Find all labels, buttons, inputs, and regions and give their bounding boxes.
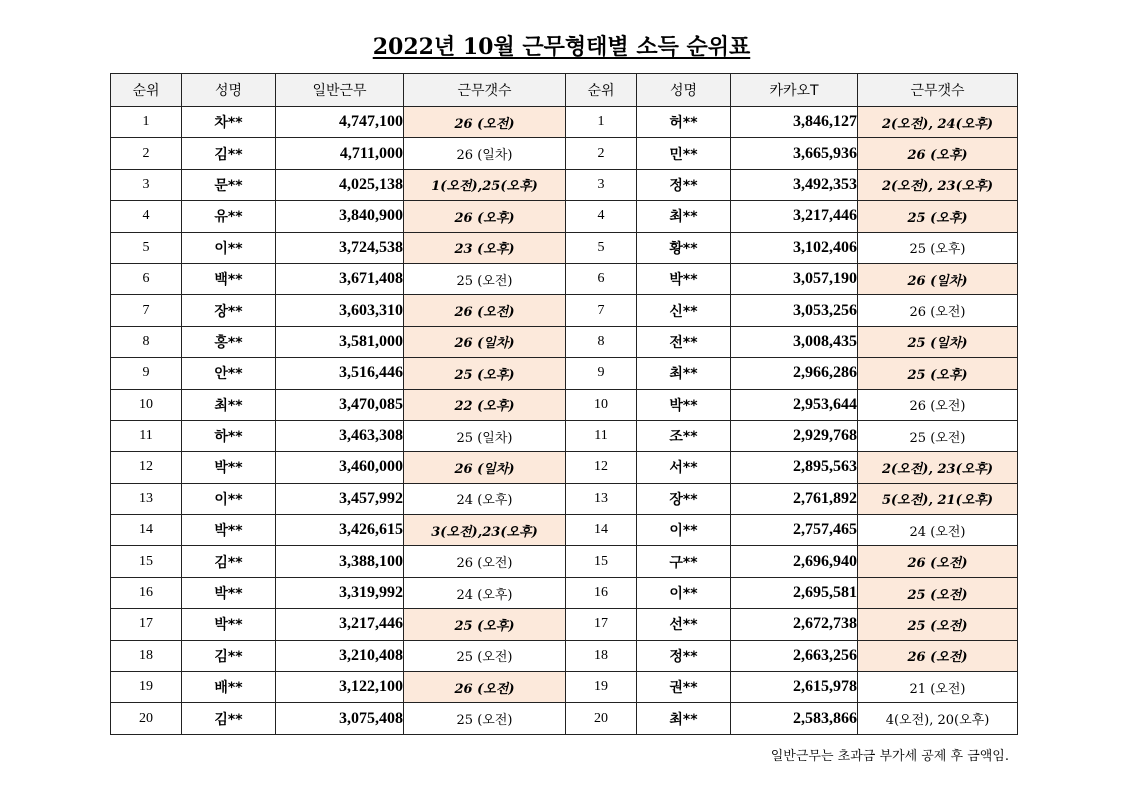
kakao-amount-cell: 3,102,406	[731, 232, 858, 263]
general-shift-cell: 25 (오후)	[404, 609, 566, 640]
rank-cell: 15	[566, 546, 637, 577]
general-shift-cell: 26 (오전)	[404, 107, 566, 138]
kakao-amount-cell: 2,953,644	[731, 389, 858, 420]
general-shift-cell: 24 (오후)	[404, 483, 566, 514]
rank-cell: 2	[111, 138, 182, 169]
kakao-shift-cell: 2(오전), 23(오후)	[858, 452, 1018, 483]
general-shift-cell: 26 (일차)	[404, 452, 566, 483]
name-cell: 김**	[182, 703, 276, 734]
name-cell: 박**	[182, 609, 276, 640]
general-shift-cell: 25 (오전)	[404, 703, 566, 734]
rank-cell: 12	[111, 452, 182, 483]
kakao-shift-cell: 26 (오전)	[858, 546, 1018, 577]
table-row	[111, 515, 1018, 546]
name-cell: 최**	[637, 358, 731, 389]
kakao-shift-cell: 26 (오전)	[858, 389, 1018, 420]
name-cell: 권**	[637, 672, 731, 703]
header-general-work: 일반근무	[276, 74, 404, 107]
rank-cell: 12	[566, 452, 637, 483]
general-shift-cell: 25 (오전)	[404, 263, 566, 294]
table-row	[111, 672, 1018, 703]
kakao-amount-cell: 2,757,465	[731, 515, 858, 546]
header-name: 성명	[182, 74, 276, 107]
table-row	[111, 609, 1018, 640]
rank-cell: 6	[566, 263, 637, 294]
rank-cell: 19	[111, 672, 182, 703]
kakao-amount-cell: 2,895,563	[731, 452, 858, 483]
rank-cell: 10	[566, 389, 637, 420]
rank-cell: 16	[111, 577, 182, 608]
general-amount-cell: 3,457,992	[276, 483, 404, 514]
table-row	[111, 232, 1018, 263]
name-cell: 최**	[637, 703, 731, 734]
general-shift-cell: 1(오전),25(오후)	[404, 169, 566, 200]
name-cell: 유**	[182, 201, 276, 232]
name-cell: 백**	[182, 263, 276, 294]
header-name: 성명	[637, 74, 731, 107]
header-work-count: 근무갯수	[858, 74, 1018, 107]
name-cell: 박**	[637, 389, 731, 420]
general-shift-cell: 26 (일차)	[404, 326, 566, 357]
general-shift-cell: 25 (일차)	[404, 420, 566, 451]
kakao-amount-cell: 2,696,940	[731, 546, 858, 577]
rank-cell: 18	[111, 640, 182, 671]
kakao-amount-cell: 3,008,435	[731, 326, 858, 357]
kakao-amount-cell: 3,217,446	[731, 201, 858, 232]
kakao-shift-cell: 25 (오후)	[858, 232, 1018, 263]
rank-cell: 10	[111, 389, 182, 420]
general-shift-cell: 26 (오전)	[404, 546, 566, 577]
name-cell: 안**	[182, 358, 276, 389]
table-row	[111, 358, 1018, 389]
rank-cell: 1	[111, 107, 182, 138]
name-cell: 박**	[182, 515, 276, 546]
kakao-amount-cell: 2,695,581	[731, 577, 858, 608]
name-cell: 황**	[637, 232, 731, 263]
name-cell: 문**	[182, 169, 276, 200]
general-amount-cell: 3,603,310	[276, 295, 404, 326]
table-body	[111, 107, 1018, 735]
rank-cell: 6	[111, 263, 182, 294]
table-row	[111, 577, 1018, 608]
name-cell: 신**	[637, 295, 731, 326]
general-amount-cell: 3,210,408	[276, 640, 404, 671]
rank-cell: 3	[111, 169, 182, 200]
kakao-shift-cell: 25 (오전)	[858, 420, 1018, 451]
name-cell: 최**	[637, 201, 731, 232]
kakao-shift-cell: 26 (일차)	[858, 263, 1018, 294]
name-cell: 김**	[182, 138, 276, 169]
rank-cell: 5	[111, 232, 182, 263]
name-cell: 박**	[182, 452, 276, 483]
name-cell: 허**	[637, 107, 731, 138]
name-cell: 이**	[182, 232, 276, 263]
general-shift-cell: 25 (오후)	[404, 358, 566, 389]
kakao-shift-cell: 24 (오전)	[858, 515, 1018, 546]
general-amount-cell: 3,122,100	[276, 672, 404, 703]
kakao-amount-cell: 2,761,892	[731, 483, 858, 514]
kakao-shift-cell: 26 (오전)	[858, 295, 1018, 326]
rank-cell: 11	[566, 420, 637, 451]
rank-cell: 20	[111, 703, 182, 734]
name-cell: 홍**	[182, 326, 276, 357]
kakao-shift-cell: 26 (오전)	[858, 640, 1018, 671]
kakao-shift-cell: 25 (오후)	[858, 358, 1018, 389]
general-amount-cell: 3,470,085	[276, 389, 404, 420]
rank-cell: 8	[111, 326, 182, 357]
general-amount-cell: 3,319,992	[276, 577, 404, 608]
rank-cell: 19	[566, 672, 637, 703]
general-amount-cell: 3,217,446	[276, 609, 404, 640]
kakao-amount-cell: 2,966,286	[731, 358, 858, 389]
table-header-row	[111, 74, 1018, 107]
general-amount-cell: 3,460,000	[276, 452, 404, 483]
kakao-amount-cell: 3,846,127	[731, 107, 858, 138]
kakao-shift-cell: 25 (오전)	[858, 577, 1018, 608]
name-cell: 정**	[637, 169, 731, 200]
kakao-amount-cell: 2,583,866	[731, 703, 858, 734]
rank-cell: 11	[111, 420, 182, 451]
name-cell: 하**	[182, 420, 276, 451]
kakao-amount-cell: 2,672,738	[731, 609, 858, 640]
rank-cell: 5	[566, 232, 637, 263]
rank-cell: 1	[566, 107, 637, 138]
general-shift-cell: 24 (오후)	[404, 577, 566, 608]
general-amount-cell: 4,711,000	[276, 138, 404, 169]
table-row	[111, 263, 1018, 294]
general-shift-cell: 26 (오전)	[404, 672, 566, 703]
general-amount-cell: 3,724,538	[276, 232, 404, 263]
table-row	[111, 201, 1018, 232]
table-row	[111, 295, 1018, 326]
rank-cell: 16	[566, 577, 637, 608]
kakao-shift-cell: 2(오전), 23(오후)	[858, 169, 1018, 200]
income-ranking-table	[110, 73, 1018, 735]
rank-cell: 13	[111, 483, 182, 514]
rank-cell: 3	[566, 169, 637, 200]
rank-cell: 20	[566, 703, 637, 734]
general-amount-cell: 3,516,446	[276, 358, 404, 389]
page-title: 2022년 10월 근무형태별 소득 순위표	[372, 34, 751, 60]
table-row	[111, 640, 1018, 671]
kakao-shift-cell: 25 (오후)	[858, 201, 1018, 232]
general-amount-cell: 3,426,615	[276, 515, 404, 546]
name-cell: 배**	[182, 672, 276, 703]
rank-cell: 13	[566, 483, 637, 514]
header-work-count: 근무갯수	[404, 74, 566, 107]
general-shift-cell: 26 (오후)	[404, 201, 566, 232]
general-amount-cell: 3,075,408	[276, 703, 404, 734]
general-amount-cell: 3,388,100	[276, 546, 404, 577]
rank-cell: 8	[566, 326, 637, 357]
rank-cell: 14	[111, 515, 182, 546]
table-row	[111, 107, 1018, 138]
name-cell: 차**	[182, 107, 276, 138]
rank-cell: 2	[566, 138, 637, 169]
header-rank: 순위	[566, 74, 637, 107]
name-cell: 선**	[637, 609, 731, 640]
rank-cell: 14	[566, 515, 637, 546]
name-cell: 박**	[182, 577, 276, 608]
general-shift-cell: 3(오전),23(오후)	[404, 515, 566, 546]
table-row	[111, 483, 1018, 514]
kakao-shift-cell: 21 (오전)	[858, 672, 1018, 703]
rank-cell: 4	[111, 201, 182, 232]
general-amount-cell: 3,671,408	[276, 263, 404, 294]
kakao-amount-cell: 3,053,256	[731, 295, 858, 326]
kakao-amount-cell: 2,615,978	[731, 672, 858, 703]
kakao-amount-cell: 3,665,936	[731, 138, 858, 169]
kakao-shift-cell: 25 (오전)	[858, 609, 1018, 640]
kakao-shift-cell: 25 (일차)	[858, 326, 1018, 357]
name-cell: 장**	[637, 483, 731, 514]
table-row	[111, 389, 1018, 420]
table-row	[111, 703, 1018, 734]
kakao-shift-cell: 26 (오후)	[858, 138, 1018, 169]
general-amount-cell: 3,840,900	[276, 201, 404, 232]
rank-cell: 17	[566, 609, 637, 640]
name-cell: 장**	[182, 295, 276, 326]
kakao-shift-cell: 5(오전), 21(오후)	[858, 483, 1018, 514]
general-shift-cell: 23 (오후)	[404, 232, 566, 263]
name-cell: 조**	[637, 420, 731, 451]
general-amount-cell: 3,581,000	[276, 326, 404, 357]
name-cell: 이**	[182, 483, 276, 514]
general-amount-cell: 3,463,308	[276, 420, 404, 451]
kakao-shift-cell: 4(오전), 20(오후)	[858, 703, 1018, 734]
rank-cell: 4	[566, 201, 637, 232]
general-shift-cell: 26 (일차)	[404, 138, 566, 169]
general-shift-cell: 25 (오전)	[404, 640, 566, 671]
rank-cell: 7	[111, 295, 182, 326]
header-rank: 순위	[111, 74, 182, 107]
rank-cell: 18	[566, 640, 637, 671]
rank-cell: 9	[111, 358, 182, 389]
kakao-amount-cell: 3,492,353	[731, 169, 858, 200]
kakao-shift-cell: 2(오전), 24(오후)	[858, 107, 1018, 138]
table-row	[111, 452, 1018, 483]
general-amount-cell: 4,025,138	[276, 169, 404, 200]
name-cell: 김**	[182, 546, 276, 577]
name-cell: 최**	[182, 389, 276, 420]
rank-cell: 9	[566, 358, 637, 389]
kakao-amount-cell: 2,663,256	[731, 640, 858, 671]
footnote: 일반근무는 초과금 부가세 공제 후 금액임.	[770, 749, 1009, 764]
rank-cell: 15	[111, 546, 182, 577]
kakao-amount-cell: 2,929,768	[731, 420, 858, 451]
table-row	[111, 326, 1018, 357]
name-cell: 구**	[637, 546, 731, 577]
general-shift-cell: 22 (오후)	[404, 389, 566, 420]
rank-cell: 7	[566, 295, 637, 326]
name-cell: 박**	[637, 263, 731, 294]
name-cell: 이**	[637, 577, 731, 608]
table-row	[111, 138, 1018, 169]
header-kakao-t: 카카오T	[731, 74, 858, 107]
name-cell: 정**	[637, 640, 731, 671]
table-row	[111, 169, 1018, 200]
table-row	[111, 420, 1018, 451]
name-cell: 전**	[637, 326, 731, 357]
general-amount-cell: 4,747,100	[276, 107, 404, 138]
name-cell: 민**	[637, 138, 731, 169]
name-cell: 김**	[182, 640, 276, 671]
general-shift-cell: 26 (오전)	[404, 295, 566, 326]
table-row	[111, 546, 1018, 577]
name-cell: 이**	[637, 515, 731, 546]
rank-cell: 17	[111, 609, 182, 640]
kakao-amount-cell: 3,057,190	[731, 263, 858, 294]
name-cell: 서**	[637, 452, 731, 483]
